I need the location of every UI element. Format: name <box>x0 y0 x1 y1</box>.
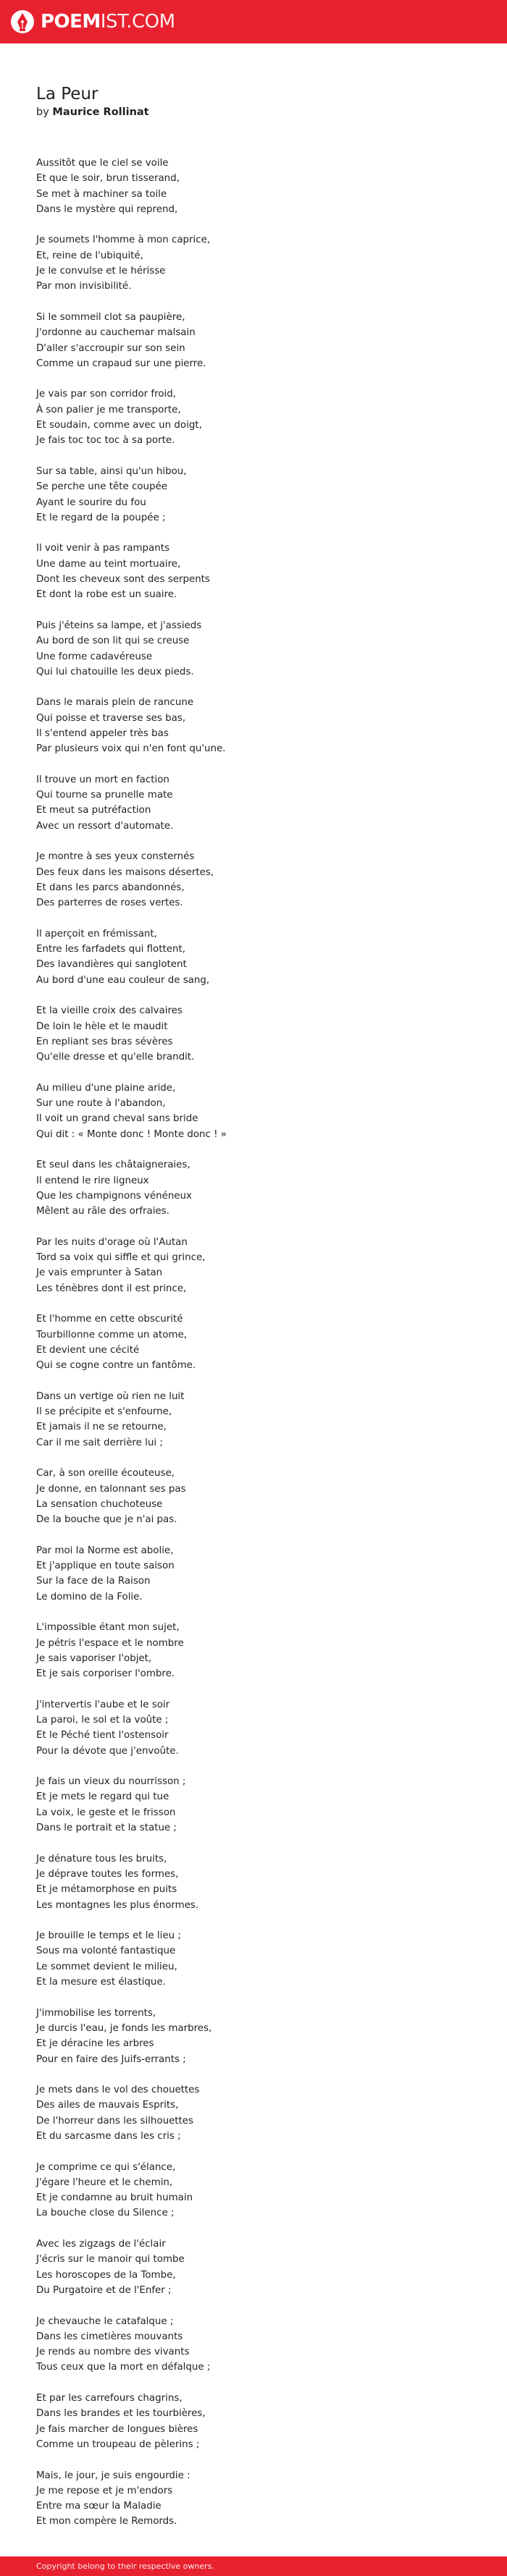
poem-line: Et dont la robe est un suaire. <box>36 589 177 601</box>
poem-line: Que les champignons vénéneux <box>36 1190 192 1202</box>
poem-line: Je brouille le temps et le lieu ; <box>36 1930 181 1942</box>
poem-line: Car, à son oreille écouteuse, <box>36 1468 175 1479</box>
poem-line: Dans le portrait et la statue ; <box>36 1823 177 1834</box>
site-header <box>0 0 507 43</box>
poem-line: Des lavandières qui sanglotent <box>36 959 187 971</box>
poem-line: Aussitôt que le ciel se voile <box>36 158 169 169</box>
poem-stanza <box>36 1543 478 1605</box>
poem-line: Il aperçoit en frémissant, <box>36 928 157 939</box>
poem-line: Et le Péché tient l'ostensoir <box>36 1730 169 1741</box>
poem-line: Et par les carrefours chagrins, <box>36 2393 183 2404</box>
poem-stanza <box>36 2160 478 2221</box>
poem-line: J'intervertis l'aube et le soir <box>36 1699 170 1710</box>
poem-line: Dont les cheveux sont des serpents <box>36 574 210 586</box>
logo-wordmark <box>41 12 175 31</box>
poem-line: Se perche une tête coupée <box>36 481 168 493</box>
poem-stanza <box>36 1774 478 1836</box>
poem-stanza <box>36 310 478 371</box>
poem-line: Et soudain, comme avec un doigt, <box>36 420 202 431</box>
poem-line: De l'horreur dans les silhouettes <box>36 2115 194 2127</box>
poem-line: Comme un troupeau de pèlerins ; <box>36 2438 200 2450</box>
poem-stanza <box>36 2391 478 2452</box>
poem-line: Il se précipite et s'enfourne, <box>36 1406 172 1418</box>
poem-line: Il trouve un mort en faction <box>36 774 169 785</box>
poem-line: Qui dit : « Monte donc ! Monte donc ! » <box>36 1128 227 1140</box>
poem-stanza <box>36 2082 478 2144</box>
poem-line: La bouche close du Silence ; <box>36 2208 175 2219</box>
poem-line: Je vais emprunter à Satan <box>36 1267 163 1279</box>
poem-line: À son palier je me transporte, <box>36 404 181 415</box>
poem-content <box>36 84 478 2545</box>
poem-line: J'égare l'heure et le chemin, <box>36 2176 173 2188</box>
poem-line: Car il me sait derrière lui ; <box>36 1437 163 1448</box>
poem-line: J'immobilise les torrents, <box>36 2007 156 2019</box>
poem-title: La Peur <box>36 85 99 104</box>
poem-line: Tourbillonne comme un atome, <box>36 1329 187 1340</box>
poem-line: Il voit un grand cheval sans bride <box>36 1113 198 1125</box>
poem-line: Et meut sa putréfaction <box>36 805 151 816</box>
poem-line: Et, reine de l'ubiquité, <box>36 250 143 261</box>
poem-line: Une dame au teint mortuaire, <box>36 558 181 570</box>
poem-stanza <box>36 2468 478 2530</box>
poem-line: Et devient une cécité <box>36 1344 140 1356</box>
poem-line: Dans le marais plein de rancune <box>36 697 194 709</box>
poem-line: La sensation chuchoteuse <box>36 1498 163 1510</box>
poem-stanza <box>36 2006 478 2067</box>
poem-line: Mais, le jour, je suis engourdie : <box>36 2470 190 2481</box>
poem-line: Et je métamorphose en puits <box>36 1884 177 1896</box>
poem-line: Il s'entend appeler très bas <box>36 727 169 739</box>
poem-line: Et dans les parcs abandonnés, <box>36 882 185 893</box>
poem-stanza <box>36 2237 478 2298</box>
poem-stanza <box>36 387 478 448</box>
poem-line: Au milieu d'une plaine aride, <box>36 1082 176 1094</box>
poem-line: Au bord d'une eau couleur de sang, <box>36 974 210 986</box>
poem-line: Je sais vaporiser l'objet, <box>36 1652 152 1664</box>
poem-stanza <box>36 232 478 294</box>
poem-line: Et je sais corporiser l'ombre. <box>36 1668 175 1680</box>
poem-line: Entre ma sœur la Maladie <box>36 2501 162 2512</box>
poem-line: Entre les farfadets qui flottent, <box>36 944 185 955</box>
poem-stanza <box>36 1389 478 1450</box>
poem-line: Comme un crapaud sur une pierre. <box>36 358 206 369</box>
poem-line: Se met à machiner sa toile <box>36 188 167 200</box>
poem-line: Dans les brandes et les tourbières, <box>36 2408 206 2420</box>
poem-line: Qui lui chatouille les deux pieds. <box>36 666 194 677</box>
poem-stanza <box>36 772 478 834</box>
poem-line: Je dénature tous les bruits, <box>36 1853 167 1865</box>
poem-line: Sur une route à l'abandon, <box>36 1098 166 1110</box>
poem-line: Par les nuits d'orage où l'Autan <box>36 1236 188 1248</box>
poem-line: Pour la dévote que j'envoûte. <box>36 1745 179 1757</box>
poem-line: J'écris sur le manoir qui tombe <box>36 2254 185 2265</box>
poem-stanza <box>36 1081 478 1142</box>
poem-line: Je vais par son corridor froid, <box>36 389 177 400</box>
poem-line: Et l'homme en cette obscurité <box>36 1314 183 1325</box>
poem-line: La paroi, le sol et la voûte ; <box>36 1714 169 1726</box>
poem-line: Et seul dans les châtaigneraies, <box>36 1160 190 1171</box>
poem-line: Par moi la Norme est abolie, <box>36 1545 174 1556</box>
poem-stanza <box>36 695 478 756</box>
poem-line: Je me repose et je m'endors <box>36 2485 173 2496</box>
poem-line: Et la mesure est élastique. <box>36 1977 166 1988</box>
poem-byline <box>36 106 478 119</box>
poem-stanza <box>36 1466 478 1527</box>
poem-line: Et je mets le regard qui tue <box>36 1791 169 1803</box>
poem-line: Et jamais il ne se retourne, <box>36 1422 167 1433</box>
poem-line: De loin le hèle et le maudit <box>36 1021 168 1032</box>
poem-line: Et que le soir, brun tisserand, <box>36 173 180 185</box>
poem-body <box>36 156 478 2530</box>
poem-line: Je mets dans le vol des chouettes <box>36 2085 200 2096</box>
poem-line: Je fais marcher de longues bières <box>36 2423 198 2435</box>
poem-line: Dans un vertige où rien ne luit <box>36 1390 185 1402</box>
poem-line: Les horoscopes de la Tombe, <box>36 2269 176 2281</box>
poem-line: Par plusieurs voix qui n'en font qu'une. <box>36 743 226 755</box>
by-label: by <box>36 106 49 118</box>
poem-line: Et la vieille croix des calvaires <box>36 1005 183 1017</box>
poem-line: Des feux dans les maisons désertes, <box>36 866 214 878</box>
poem-line: Je montre à ses yeux consternés <box>36 851 195 863</box>
poem-line: Qui se cogne contre un fantôme. <box>36 1360 196 1372</box>
poem-line: Au bord de son lit qui se creuse <box>36 635 190 647</box>
poem-line: Sur sa table, ainsi qu'un hibou, <box>36 465 187 477</box>
poem-line: Tord sa voix qui siffle et qui grince, <box>36 1252 206 1264</box>
poem-line: Mêlent au râle des orfraies. <box>36 1206 169 1217</box>
poem-line: Je fais un vieux du nourrisson ; <box>36 1776 186 1788</box>
poem-line: Je comprime ce qui s'élance, <box>36 2161 176 2173</box>
poem-line: J'ordonne au cauchemar malsain <box>36 327 196 339</box>
poem-line: Et je condamne au bruit humain <box>36 2192 193 2204</box>
poem-line: Dans le mystère qui reprend, <box>36 203 178 215</box>
poem-line: Pour en faire des Juifs-errants ; <box>36 2053 186 2065</box>
poem-line: Avec un ressort d'automate. <box>36 820 174 832</box>
poem-line: Qu'elle dresse et qu'elle brandit. <box>36 1052 195 1063</box>
poem-line: Si le sommeil clot sa paupière, <box>36 311 185 323</box>
poem-line: La voix, le geste et le frisson <box>36 1807 176 1818</box>
poem-stanza <box>36 1620 478 1681</box>
copyright-text: Copyright belong to their respective owners. <box>36 2562 214 2571</box>
poem-line: Les ténèbres dont il est prince, <box>36 1283 187 1294</box>
poem-stanza <box>36 156 478 217</box>
poem-stanza <box>36 849 478 911</box>
poem-line: Le sommet devient le milieu, <box>36 1961 177 1972</box>
logo-light: IST.COM <box>100 11 175 33</box>
poem-stanza <box>36 1928 478 1990</box>
logo-strong: POEM <box>41 11 101 33</box>
poem-line: Je chevauche le catafalque ; <box>36 2315 174 2327</box>
poem-line: Sur la face de la Raison <box>36 1576 151 1587</box>
poem-stanza <box>36 1851 478 1913</box>
poem-line: Avec les zigzags de l'éclair <box>36 2239 166 2250</box>
poem-line: En repliant ses bras sévères <box>36 1036 173 1047</box>
poem-line: Il entend le rire ligneux <box>36 1175 149 1186</box>
poem-line: Et j'applique en toute saison <box>36 1561 175 1572</box>
poem-stanza <box>36 1312 478 1373</box>
pen-nib-icon <box>10 9 35 34</box>
poem-line: Je donne, en talonnant ses pas <box>36 1483 186 1495</box>
poem-line: Des parterres de roses vertes. <box>36 898 183 909</box>
poem-line: Les montagnes les plus énormes. <box>36 1899 199 1911</box>
site-footer <box>0 2556 507 2576</box>
poem-line: Je le convulse et le hérisse <box>36 266 166 277</box>
poem-line: Le domino de la Folie. <box>36 1591 143 1602</box>
poem-line: Il voit venir à pas rampants <box>36 543 169 554</box>
poem-line: Sous ma volonté fantastique <box>36 1946 176 1957</box>
poem-line: Je soumets l'homme à mon caprice, <box>36 235 211 246</box>
poem-line: Je rends au nombre des vivants <box>36 2347 190 2358</box>
poem-stanza <box>36 464 478 525</box>
poem-line: Je pétris l'espace et le nombre <box>36 1637 184 1649</box>
poem-line: Je durcis l'eau, je fonds les marbres, <box>36 2022 212 2034</box>
poem-line: Et mon compère le Remords. <box>36 2516 177 2528</box>
poem-stanza <box>36 1157 478 1219</box>
poem-stanza <box>36 1697 478 1759</box>
poem-stanza <box>36 2314 478 2376</box>
poem-stanza <box>36 1003 478 1065</box>
site-logo-link[interactable] <box>10 9 175 34</box>
poem-line: Et du sarcasme dans les cris ; <box>36 2131 181 2142</box>
poem-stanza <box>36 541 478 602</box>
poem-line: Dans les cimetières mouvants <box>36 2331 183 2342</box>
poem-stanza <box>36 1235 478 1296</box>
poem-line: Du Purgatoire et de l'Enfer ; <box>36 2284 172 2296</box>
poem-line: Et le regard de la poupée ; <box>36 512 166 523</box>
poem-line: Tous ceux que la mort en défalque ; <box>36 2362 211 2373</box>
poem-line: D'aller s'accroupir sur son sein <box>36 342 185 354</box>
poem-line: Qui poisse et traverse ses bas, <box>36 712 186 724</box>
poem-stanza <box>36 618 478 680</box>
poem-line: Qui tourne sa prunelle mate <box>36 790 173 801</box>
poem-line: Et je déracine les arbres <box>36 2038 154 2050</box>
poem-line: Puis j'éteins sa lampe, et j'assieds <box>36 620 202 631</box>
poem-line: De la bouche que je n'ai pas. <box>36 1514 177 1526</box>
author-link[interactable]: Maurice Rollinat <box>52 106 149 118</box>
poem-line: Par mon invisibilité. <box>36 281 132 292</box>
poem-line: L'impossible étant mon sujet, <box>36 1622 180 1634</box>
poem-stanza <box>36 926 478 988</box>
poem-line: Je fais toc toc toc à sa porte. <box>36 435 175 447</box>
poem-line: Je déprave toutes les formes, <box>36 1868 179 1880</box>
poem-line: Des ailes de mauvais Esprits, <box>36 2100 179 2111</box>
poem-line: Ayant le sourire du fou <box>36 497 146 508</box>
poem-line: Une forme cadavéreuse <box>36 651 153 662</box>
